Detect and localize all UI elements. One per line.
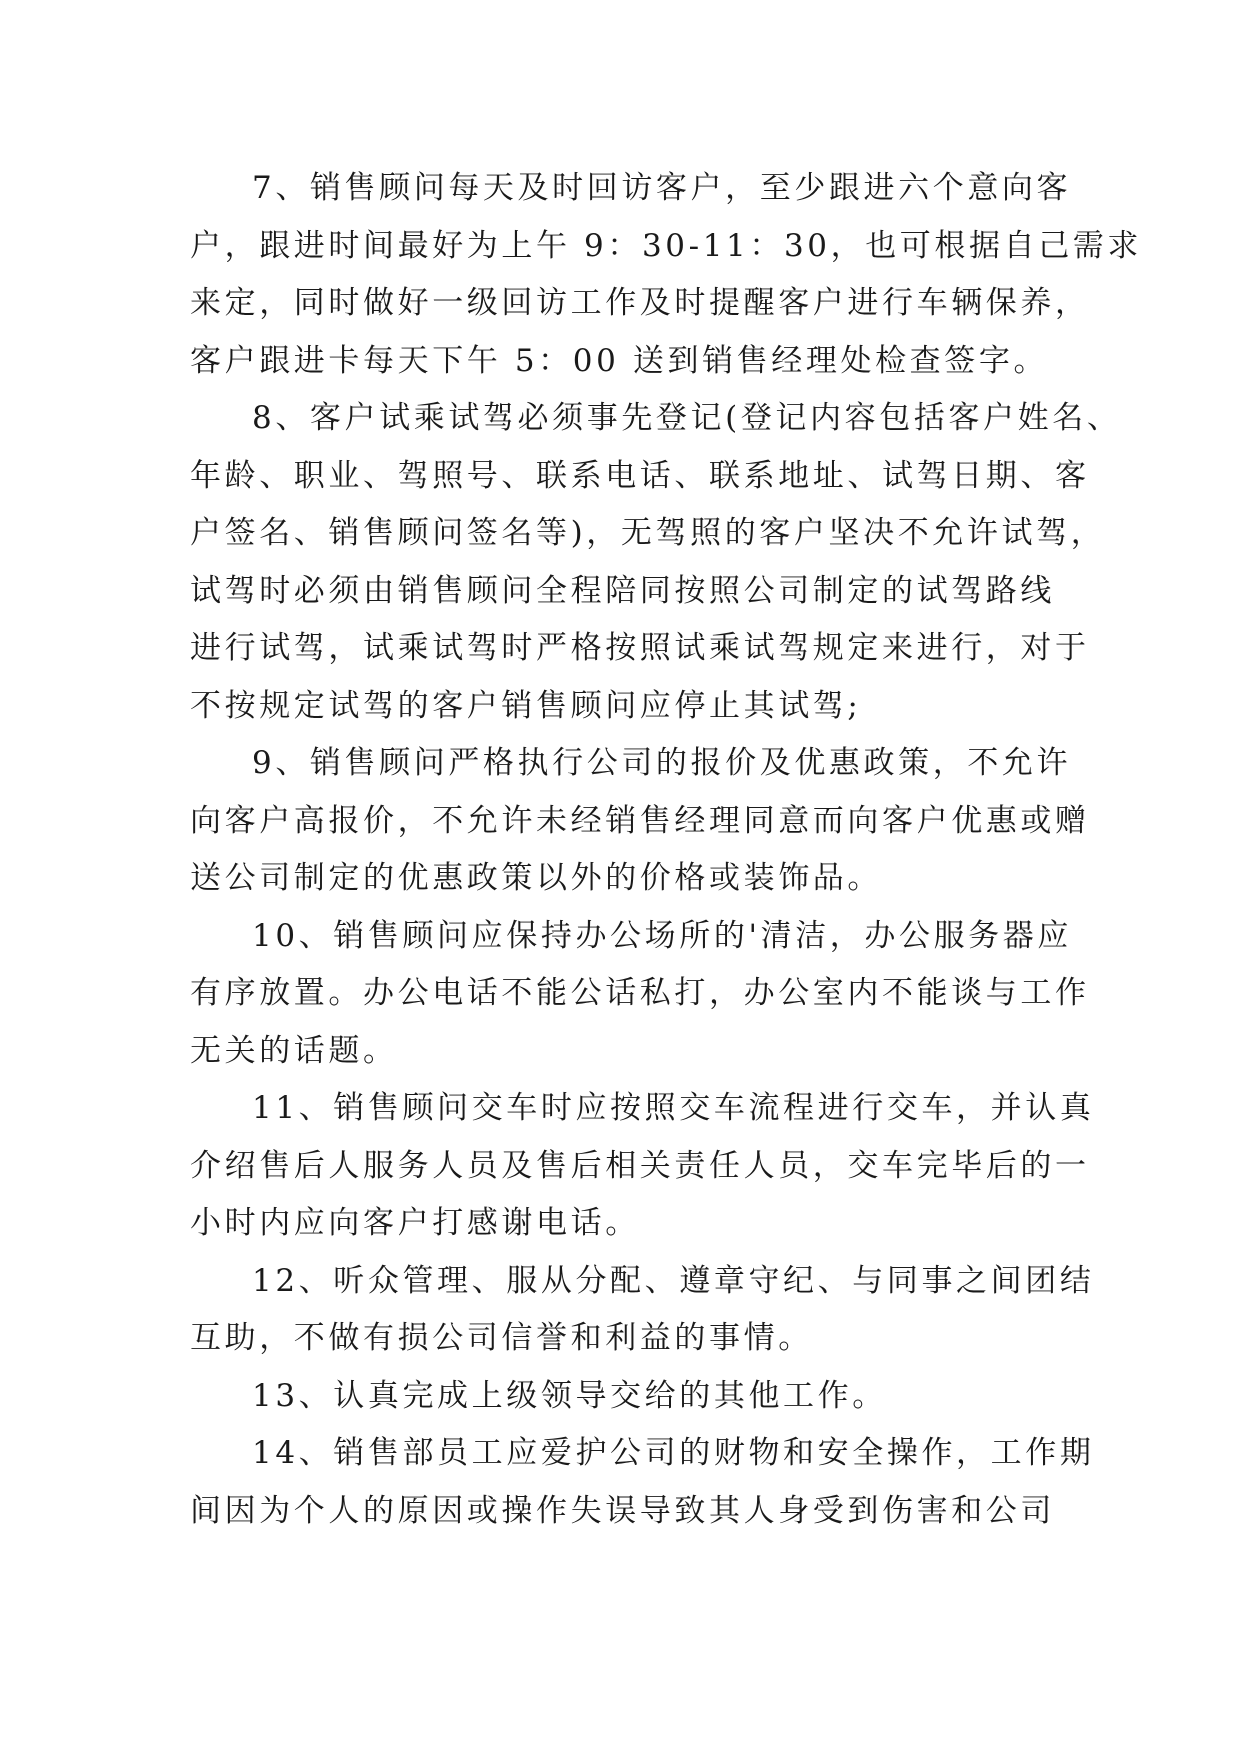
text-line: 年龄、职业、驾照号、联系电话、联系地址、试驾日期、客 (190, 457, 1090, 494)
paragraph-10 (190, 908, 1090, 1081)
text-line: 13、认真完成上级领导交给的其他工作。 (252, 1377, 887, 1414)
paragraph-7 (190, 160, 1142, 390)
text-line: 介绍售后人服务人员及售后相关责任人员，交车完毕后的一 (190, 1147, 1090, 1184)
text-line: 送公司制定的优惠政策以外的价格或装饰品。 (190, 860, 882, 896)
text-line: 试驾时必须由销售顾问全程陪同按照公司制定的试驾路线 (190, 572, 1055, 609)
text-line: 间因为个人的原因或操作失误导致其人身受到伤害和公司 (190, 1492, 1055, 1529)
paragraph-9 (190, 735, 1090, 908)
document-body (190, 160, 1142, 1540)
text-line: 7、销售顾问每天及时回访客户，至少跟进六个意向客 (252, 170, 1072, 206)
text-line: 互助，不做有损公司信誉和利益的事情。 (190, 1320, 813, 1356)
text-line: 客户跟进卡每天下午 5：00 送到销售经理处检查签字。 (190, 342, 1049, 379)
text-line: 12、听众管理、服从分配、遵章守纪、与同事之间团结 (252, 1262, 1095, 1299)
paragraph-12 (190, 1253, 1095, 1368)
paragraph-11 (190, 1080, 1095, 1253)
text-line: 不按规定试驾的客户销售顾问应停止其试驾; (190, 687, 862, 724)
text-line: 户签名、销售顾问签名等)，无驾照的客户坚决不允许试驾， (190, 515, 1106, 551)
text-line: 8、客户试乘试驾必须事先登记(登记内容包括客户姓名、 (252, 400, 1122, 436)
paragraph-13 (190, 1368, 1070, 1426)
text-line: 14、销售部员工应爱护公司的财物和安全操作，工作期 (252, 1435, 1095, 1471)
text-line: 有序放置。办公电话不能公话私打，办公室内不能谈与工作 (190, 975, 1090, 1011)
text-line: 进行试驾，试乘试驾时严格按照试乘试驾规定来进行，对于 (190, 630, 1090, 666)
text-line: 向客户高报价，不允许未经销售经理同意而向客户优惠或赠 (190, 802, 1090, 839)
text-line: 10、销售顾问应保持办公场所的'清洁，办公服务器应 (252, 917, 1072, 954)
text-line: 无关的话题。 (190, 1032, 398, 1069)
paragraph-14 (190, 1425, 1095, 1540)
text-line: 9、销售顾问严格执行公司的报价及优惠政策，不允许 (252, 745, 1072, 781)
paragraph-8 (190, 390, 1122, 735)
text-line: 小时内应向客户打感谢电话。 (190, 1205, 640, 1241)
text-line: 户，跟进时间最好为上午 9：30-11：30，也可根据自己需求 (190, 227, 1142, 264)
text-line: 来定，同时做好一级回访工作及时提醒客户进行车辆保养， (190, 285, 1090, 321)
text-line: 11、销售顾问交车时应按照交车流程进行交车，并认真 (252, 1090, 1095, 1126)
